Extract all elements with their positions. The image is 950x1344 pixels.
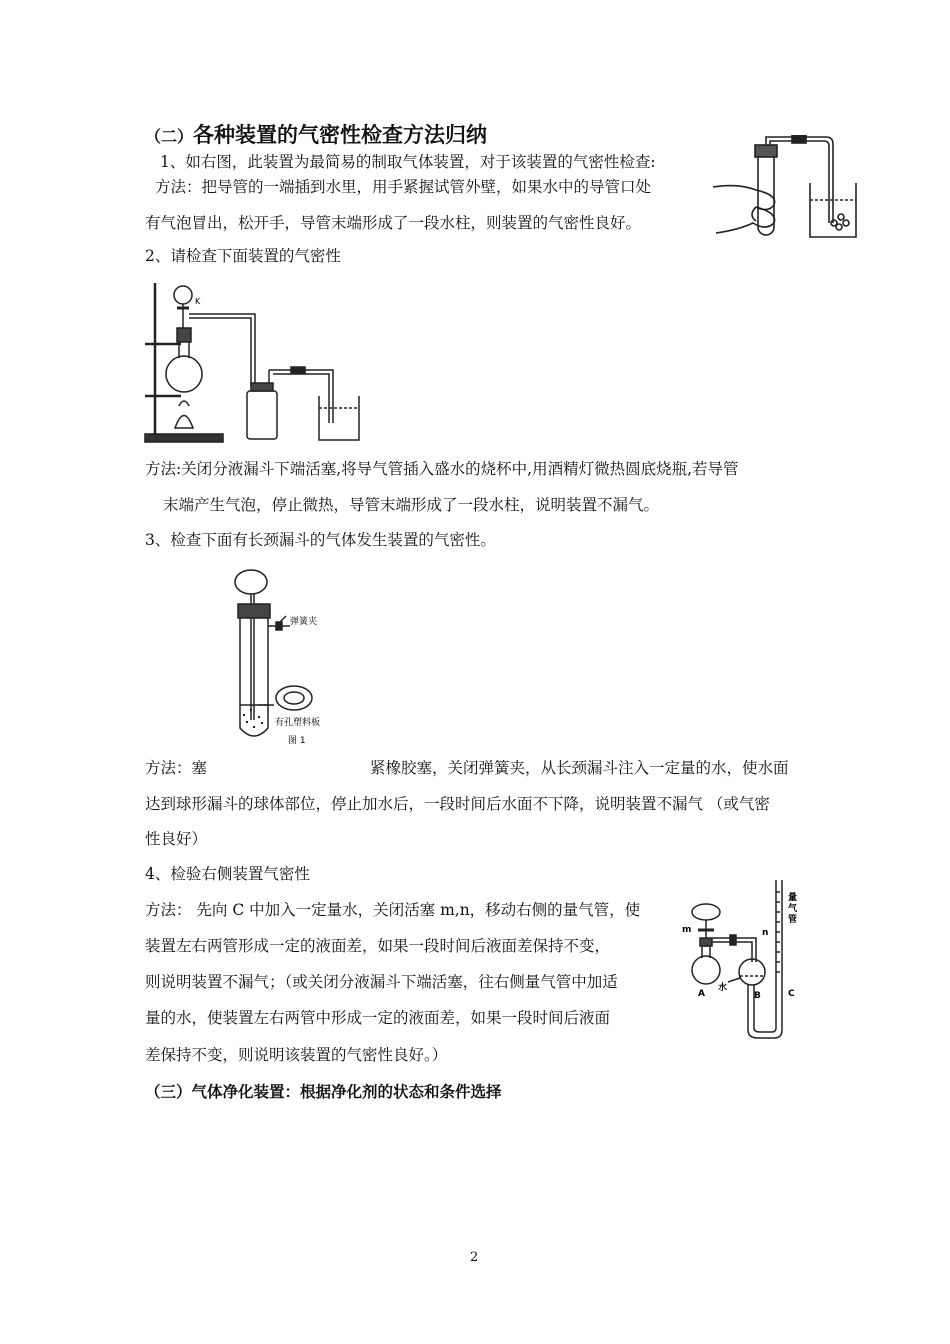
item3-method-part-b: 紧橡胶塞，关闭弹簧夹，从长颈漏斗注入一定量的水，使水面 [370,759,789,777]
item1-line2: 方法：把导管的一端插到水里，用手紧握试管外壁，如果水中的导管口处 [155,178,652,196]
section-heading [145,122,487,150]
gas-burette-figure [678,872,808,1042]
label-c: C [788,989,795,999]
label-b: B [754,991,761,1001]
flask-apparatus-figure [143,278,375,446]
perforated-plate-label: 有孔塑料板 [275,718,321,728]
item4-line1: 方法： 先向 C 中加入一定量水，关闭活塞 m,n，移动右侧的量气管，使 [145,901,641,919]
label-m: m [682,925,692,935]
item4-line2: 装置左右两管形成一定的液面差，如果一段时间后液面差保持不变， [145,937,611,955]
item4-title: 4、检验右侧装置气密性 [145,865,310,883]
label-burette: 量气管 [788,893,798,925]
hand-test-tube-figure [708,135,868,245]
item2-method-line1: 方法:关闭分液漏斗下端活塞,将导气管插入盛水的烧杯中,用酒精灯微热圆底烧瓶,若导管 [145,460,739,478]
section-heading-main: 各种装置的气密性检查方法归纳 [193,122,488,147]
item4-line3: 则说明装置不漏气；（或关闭分液漏斗下端活塞，往右侧量气管中加适 [145,973,618,991]
item3-method-line3: 性良好） [145,830,208,848]
item1-line1: 1、如右图，此装置为最简易的制取气体装置，对于该装置的气密性检查: [160,153,656,171]
section3-heading: （三）气体净化装置：根据净化剂的状态和条件选择 [145,1082,502,1101]
item3-title: 3、检查下面有长颈漏斗的气体发生装置的气密性。 [145,531,496,549]
spring-clip-label: 弹簧夹 [290,617,318,627]
item4-line4: 量的水，使装置左右两管中形成一定的液面差，如果一段时间后液面 [145,1009,611,1027]
section-heading-prefix: （二） [145,127,194,146]
item4-line5: 差保持不变，则说明该装置的气密性良好。） [145,1046,448,1064]
label-n: n [762,928,769,938]
item1-line3: 有气泡冒出，松开手，导管末端形成了一段水柱，则装置的气密性良好。 [145,214,642,232]
label-water: 水 [718,983,728,993]
item3-method-line2: 达到球形漏斗的球体部位，停止加水后，一段时间后水面不下降，说明装置不漏气 （或气密 [145,795,770,813]
page-number: 2 [470,1250,479,1265]
label-a: A [698,989,705,999]
long-neck-funnel-figure [228,560,360,750]
item2-method-line2: 末端产生气泡，停止微热，导管末端形成了一段水柱，说明装置不漏气。 [163,496,660,514]
valve-k-label: K [195,297,201,306]
item2-title: 2、请检查下面装置的气密性 [145,247,341,265]
item3-method-part-a: 方法：塞 [145,759,208,777]
figure-caption: 图 1 [288,736,306,746]
